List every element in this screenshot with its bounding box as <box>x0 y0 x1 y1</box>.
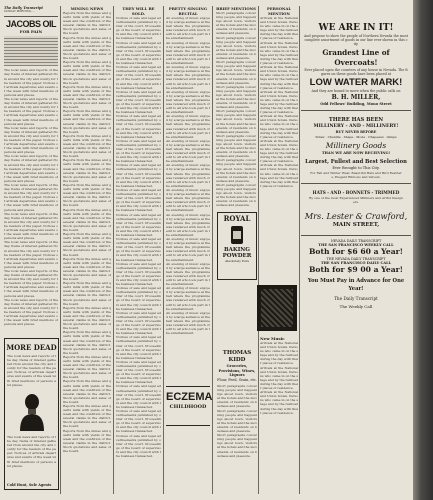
col6-text: Arrivals at the National and Union hotels. Persons who came in on the stage and by the railroad during the day with their places of residence. <box>260 16 298 41</box>
more-dead-heading: MORE DEAD <box>6 343 57 352</box>
col4-text: An evening of music enjoyed by a large audience at the hall where the programme was rendered with much credit to all who took part in the entertainment. <box>166 237 210 262</box>
col3-text: Notices of sale and legal advertisements published by order of the court. Proceedings of the board of supervisors and the city council with the business transacted. <box>116 65 161 90</box>
column-3-heading: THEY WILL BE SOLD. <box>122 6 155 16</box>
royal-mid: BAKING <box>224 247 250 253</box>
col6-text: Arrivals at the National and Union hotels. Persons who came in on the stage and by the railroad during the day with their places of residence. <box>260 365 298 391</box>
largest-selection: Largest, Fullest and Best Selection <box>305 159 407 166</box>
overcoat-text: Ever placed upon the counters of any house in Nevada. The figures on these goods have been placed at <box>304 68 408 77</box>
column-5-heading: BRIEF MENTIONS <box>216 6 256 11</box>
portrait-illustration <box>17 391 47 431</box>
there-has-been: THERE HAS BEEN <box>328 116 384 123</box>
baking-powder-can-icon <box>229 224 245 246</box>
royal-note: Absolutely Pure <box>224 259 250 263</box>
col3-text: Notices of sale and legal advertisements published by order of the court. Proceedings of the board of supervisors and the city council with the business transacted. <box>116 40 161 66</box>
col6-text: Arrivals at the National and Union hotels. Persons who came in on the stage and by the railroad during the day with their places of residence. <box>260 114 298 139</box>
kidd-line: Flour, Feed, Grain, etc. <box>217 377 257 382</box>
col3-text: Notices of sale and legal advertisements published by order of the court. Proceedings of the board of supervisors and the city council with the business transacted. <box>116 409 161 434</box>
thomas-kidd-advert <box>217 350 257 458</box>
column-rule <box>60 6 61 494</box>
col2-text: Reports from the mines and quartz mills with yields of the week and the condition of the several claims in the district. Stock quotations and sales of the board. <box>63 256 111 282</box>
royal-bottom: POWDER <box>222 253 252 259</box>
col3-text: Notices of sale and legal advertisements published by order of the court. Proceedings of the board of supervisors and the city council with the business transacted. <box>116 212 161 237</box>
advert-footer: Cold Hunt, Sole Agents <box>7 482 52 487</box>
divider <box>301 110 411 111</box>
col2-text: Reports from the mines and quartz mills with yields of the week and the condition of the several claims in the district. Stock quotations and sales of the board. <box>63 158 111 183</box>
col6-text: Arrivals at the National and Union hotels. Persons who came in on the stage and by the railroad during the day with their places of residence. <box>260 138 298 164</box>
hats-text: By one of the most Experienced Milliners and Artful Designers. <box>309 196 403 205</box>
column-2-heading: MINING NEWS <box>70 6 104 11</box>
col5-text: Short paragraphs concerning people and happenings about town, visitors at the hotels and the movements of residents on business and pleasure. <box>217 433 258 458</box>
col6-text: Arrivals at the National and Union hotels. Persons who came in on the stage and by the railroad during the day with their places of residence. <box>260 65 298 90</box>
eczema-sub: CHILDHOOD <box>169 404 207 410</box>
col3-text: Notices of sale and legal advertisements published by order of the court. Proceedings of the board of supervisors and the city council with the business transacted. <box>116 89 161 115</box>
nevada-daily: NEVADA DAILY TRANSCRIPT <box>330 239 382 244</box>
col2-text: Reports from the mines and quartz mills with yields of the week and the condition of the several claims in the district. Stock quotations and sales of the board. <box>63 35 111 61</box>
col2-text: Reports from the mines and quartz mills with yields of the week and the condition of the several claims in the district. Stock quotations and sales of the board. <box>63 182 111 208</box>
sf-weekly: THE SAN FRANCISCO WEEKLY CALL <box>318 243 394 248</box>
col1-text: The local news and reports of the day. Items of interest gathered from around the city and county for the readers of the paper. Notices of arrivals departures and events of the week with brief mentions of persons and places. <box>4 154 58 183</box>
column-rule <box>212 6 213 494</box>
hats-bonnets-heading: HATS - AND - BONNETS - TRIMMED <box>312 190 400 196</box>
invite-text: And they are bound to move when the public calls on <box>311 89 401 94</box>
col1-text: The local news and reports of the day. Items of interest gathered from around the city and county for the readers of the paper. Notices of arrivals departures and events of the week with brief mentions of persons and places. <box>4 240 58 269</box>
more-dead-text: The local news and reports of the day. Items of interest gathered from around the city and county for the readers of the paper. Notices of arrivals departures and events of the week with brief mentions of persons and places. <box>7 435 56 468</box>
col6-text: Arrivals at the National and Union hotels. Persons who came in on the stage and by the railroad during the day with their places of residence. <box>260 40 298 66</box>
page-binding-edge <box>413 0 433 500</box>
now-receiving: THAN WE ARE NOW RECEIVING! <box>321 151 391 156</box>
millinery-heading: MILLINERY - AND - MILLINERY! <box>313 123 399 129</box>
ever-brought: Ever Brought to This City. <box>332 166 380 171</box>
col1-text: The local news and reports of the day. Items of interest gathered from around the city and county for the readers of the paper. Notices of arrivals departures and events of the week with brief mentions of persons and places. <box>4 268 58 298</box>
column-6-heading: PERSONAL MENTION <box>266 6 292 16</box>
miller-address: Odd Fellows' Building, Mono Street <box>320 101 392 106</box>
col5-text: Short paragraphs concerning people and happenings about town, visitors at the hotels and the movements of residents on business and pleasure. <box>216 60 256 85</box>
col2-text: Reports from the mines and quartz mills with yields of the week and the condition of the several claims in the district. Stock quotations and sales of the board. <box>63 232 111 257</box>
column-rule <box>299 6 300 494</box>
col5-text: Short paragraphs concerning people and happenings about town, visitors at the hotels and the movements of residents on business and pleasure. <box>217 384 258 409</box>
masthead-title: The Daily Transcript <box>4 6 43 10</box>
col2-text: Reports from the mines and quartz mills with yields of the week and the condition of the several claims in the district. Stock quotations and sales of the board. <box>63 281 111 306</box>
col5-text: Short paragraphs concerning people and happenings about town, visitors at the hotels and the movements of residents on business and pleasure. <box>216 109 256 134</box>
divider <box>301 235 411 236</box>
column-rule <box>258 6 259 494</box>
col5-text: Short paragraphs concerning people and happenings about town, visitors at the hotels and the movements of residents on business and pleasure. <box>216 133 256 159</box>
divider <box>4 16 58 17</box>
col1-text: The local news and reports of the day. Items of interest gathered from around the city and county for the readers of the paper. Notices of arrivals departures and events of the week with brief mentions of persons and places. <box>4 97 58 126</box>
jacobs-oil-sub: FOR PAIN <box>19 29 43 35</box>
nevada-weekly: THE NEVADA DAILY TRANSCRIPT <box>326 257 386 262</box>
eczema-title: ECZEMA <box>166 391 213 403</box>
col4-text: An evening of music enjoyed by a large audience at the hall where the programme was rendered with much credit to all who took part in the entertainment. <box>166 212 210 237</box>
col2-text: Reports from the mines and quartz mills with yields of the week and the condition of the several claims in the district. Stock quotations and sales of the board. <box>63 354 111 380</box>
col4-text: An evening of music enjoyed by a large audience at the hall where the programme was rendered with much credit to all who took part in the entertainment. <box>166 114 210 139</box>
column-7-adverts <box>301 6 411 494</box>
more-dead-text: The local news and reports of the day. Items of interest gathered from around the city and county for the readers of the paper. Notices of arrivals departures and events of the week with brief mentions of persons and places. <box>7 354 56 387</box>
daily-transcript-footer: The Daily Transcript <box>334 296 378 302</box>
col4-text: An evening of music enjoyed by a large audience at the hall where the programme was rendered with much credit to all who took part in the entertainment. <box>166 138 210 164</box>
millinery-goods: Millinery Goods <box>325 141 387 151</box>
col3-text: Notices of sale and legal advertisements published by order of the court. Proceedings of the board of supervisors and the city council with the business transacted. <box>116 237 161 262</box>
col6-text: Arrivals at the National and Union hotels. Persons who came in on the stage and by the railroad during the day with their places of residence. <box>260 163 298 188</box>
col2-text: Reports from the mines and quartz mills with yields of the week and the condition of the several claims in the district. Stock quotations and sales of the board. <box>63 330 111 355</box>
col2-text: Reports from the mines and quartz mills with yields of the week and the condition of the several claims in the district. Stock quotations and sales of the board. <box>63 305 111 331</box>
col5-text: Short paragraphs concerning people and happenings about town, visitors at the hotels and the movements of residents on business and pleasure. <box>216 84 256 110</box>
col2-text: Reports from the mines and quartz mills with yields of the week and the condition of the several claims in the district. Stock quotations and sales of the board. <box>63 60 111 85</box>
advert-illustration <box>4 36 58 66</box>
col4-text: An evening of music enjoyed by a large audience at the hall where the programme was rendered with much credit to all who took part in the entertainment. <box>166 261 210 287</box>
eczema-advert <box>166 386 213 426</box>
col3-text: Notices of sale and legal advertisements published by order of the court. Proceedings of the board of supervisors and the city council with the business transacted. <box>116 286 161 311</box>
royal-baking-powder-advert <box>217 212 257 280</box>
both-offer-1: Both for $6 60 a Year! <box>309 247 403 257</box>
col5-text: Short paragraphs concerning people and happenings about town, visitors at the hotels and the movements of residents on business and pleasure. <box>216 11 256 36</box>
col1-text: The local news and reports of the day. Items of interest gathered from around the city and county for the readers of the paper. Notices of arrivals departures and events of the week with brief mentions of persons and places. <box>4 297 58 327</box>
col1-text: The local news and reports of the day. Items of interest gathered from around the city and county for the readers of the paper. Notices of arrivals departures and events of the week with brief mentions of persons and places. <box>4 183 58 212</box>
col3-text: Notices of sale and legal advertisements published by order of the court. Proceedings of the board of supervisors and the city council with the business transacted. <box>116 261 161 287</box>
col4-text: An evening of music enjoyed by a large audience at the hall where the programme was rendered with much credit to all who took part in the entertainment. <box>166 163 210 188</box>
col3-text: Notices of sale and legal advertisements published by order of the court. Proceedings of the board of supervisors and the city council with the business transacted. <box>116 433 161 459</box>
col2-text: Reports from the mines and quartz mills with yields of the week and the condition of the several claims in the district. Stock quotations and sales of the board. <box>63 404 111 429</box>
col4-text: An evening of music enjoyed by a large audience at the hall where the programme was rendered with much credit to all who took part in the entertainment. <box>166 187 210 213</box>
more-dead-advert <box>4 338 59 490</box>
intro-text: And propose to show the people of Northern Nevada the most complete assortment of goods in our line ever shown in this city. <box>304 34 409 47</box>
col5-text: Short paragraphs concerning people and happenings about town, visitors at the hotels and the movements of residents on business and pleasure. <box>216 158 256 183</box>
col4-text: An evening of music enjoyed by a large audience at the hall where the programme was rendered with much credit to all who took part in the entertainment. <box>166 16 210 41</box>
col5-text: Short paragraphs concerning people and happenings about town, visitors at the hotels and the movements of residents on business and pleasure. <box>217 408 258 434</box>
col4-text: An evening of music enjoyed by a large audience at the hall where the programme was rendered with much credit to all who took part in the entertainment. <box>166 89 210 115</box>
column-4-heading: PRETTY SINGING RECITAL <box>168 6 208 16</box>
col5-text: Short paragraphs concerning people and happenings about town, visitors at the hotels and the movements of residents on business and pleasure. <box>216 182 256 208</box>
col6-text: Arrivals at the National and Union hotels. Persons who came in on the stage and by the railroad during the day with their places of residence. <box>260 390 298 415</box>
kidd-title: THOMAS KIDD <box>222 350 252 363</box>
masthead-date: SUNDAY MORNING, ... <box>4 10 36 14</box>
col2-text: Reports from the mines and quartz mills with yields of the week and the condition of the several claims in the district. Stock quotations and sales of the board. <box>63 84 111 110</box>
col2-text: Reports from the mines and quartz mills with yields of the week and the condition of the several claims in the district. Stock quotations and sales of the board. <box>63 428 111 454</box>
column-2 <box>63 6 111 494</box>
col1-text: The local news and reports of the day. Items of interest gathered from around the city and county for the readers of the paper. Notices of arrivals departures and events of the week with brief mentions of persons and places. <box>4 125 58 155</box>
col5-text: Short paragraphs concerning people and happenings about town, visitors at the hotels and the movements of residents on business and pleasure. <box>216 35 256 61</box>
col4-text: An evening of music enjoyed by a large audience at the hall where the programme was rendered with much credit to all who took part in the entertainment. <box>166 65 210 90</box>
col1-text: The local news and reports of the day. Items of interest gathered from around the city and county for the readers of the paper. Notices of arrivals departures and events of the week with brief mentions of persons and places. <box>4 68 58 97</box>
col3-text: Notices of sale and legal advertisements published by order of the court. Proceedings of the board of supervisors and the city council with the business transacted. <box>116 114 161 139</box>
col6-text: Arrivals at the National and Union hotels. Persons who came in on the stage and by the railroad during the day with their places of residence. <box>260 341 298 366</box>
col4-text: An evening of music enjoyed by a large audience at the hall where the programme was rendered with much credit to all who took part in the entertainment. <box>166 40 210 66</box>
col3-text: Notices of sale and legal advertisements published by order of the court. Proceedings of the board of supervisors and the city council with the business transacted. <box>116 187 161 213</box>
low-water-mark-heading: LOW WATER MARK! <box>309 77 403 89</box>
millinery-items: Straw · Chenille · Shape · Mode · Chapeaux · Gimps <box>315 134 397 139</box>
weekly-call-footer: The Weekly Call <box>339 304 373 310</box>
sf-daily: THE SAN FRANCISCO DAILY CALL <box>320 261 392 266</box>
col4-text: An evening of music enjoyed by a large audience at the hall where the programme was rendered with much credit to all who took part in the entertainment. <box>166 310 210 336</box>
col3-text: Notices of sale and legal advertisements published by order of the court. Proceedings of the board of supervisors and the city council with the business transacted. <box>116 335 161 360</box>
column-6 <box>260 6 298 494</box>
new-music-heading: New Music <box>260 336 285 341</box>
must-pay-notice: You Must Pay in Advance for One Year! <box>307 278 405 293</box>
col3-text: Notices of sale and legal advertisements published by order of the court. Proceedings of the board of supervisors and the city council with the business transacted. <box>116 359 161 385</box>
col2-text: Reports from the mines and quartz mills with yields of the week and the condition of the several claims in the district. Stock quotations and sales of the board. <box>63 379 111 404</box>
both-offer-2: Both for $9 00 a Year! <box>309 265 403 275</box>
divider <box>301 183 411 184</box>
miller-name: B. H. MILLER, <box>331 93 381 101</box>
column-3 <box>116 6 161 494</box>
new-music-notice <box>260 336 298 415</box>
col2-text: Reports from the mines and quartz mills with yields of the week and the condition of the several claims in the district. Stock quotations and sales of the board. <box>63 109 111 134</box>
kidd-sub: Groceries, Provisions, Wines, Liquors <box>218 364 256 377</box>
column-rule <box>163 6 164 494</box>
main-street: MAIN STREET, <box>332 222 380 229</box>
col3-text: Notices of sale and legal advertisements published by order of the court. Proceedings of the board of supervisors and the city council with the business transacted. <box>116 163 161 188</box>
col2-text: Reports from the mines and quartz mills with yields of the week and the condition of the several claims in the district. Stock quotations and sales of the board. <box>63 133 111 159</box>
col3-text: Notices of sale and legal advertisements published by order of the court. Proceedings of the board of supervisors and the city council with the business transacted. <box>116 138 161 164</box>
grandest-line-heading: Grandest Line of Overcoats! <box>322 48 390 68</box>
we-are-in-it-headline: WE ARE IN IT! <box>318 23 394 33</box>
column-rule <box>113 6 114 494</box>
col2-text: Reports from the mines and quartz mills with yields of the week and the condition of the several claims in the district. Stock quotations and sales of the board. <box>63 207 111 232</box>
lester-crawford: Mrs. Lester & Crawford, <box>304 211 408 222</box>
royal-title: ROYAL <box>223 214 251 223</box>
jacobs-oil-headline: JACOBS OIL <box>5 19 56 30</box>
col4-text: An evening of music enjoyed by a large audience at the hall where the programme was rendered with much credit to all who took part in the entertainment. <box>166 286 210 311</box>
col2-text: Reports from the mines and quartz mills with yields of the week and the condition of the several claims in the district. Stock quotations and sales of the board. <box>63 11 111 36</box>
col3-text: Notices of sale and legal advertisements published by order of the court. Proceedings of the board of supervisors and the city council with the business transacted. <box>116 310 161 336</box>
col6-text: Arrivals at the National and Union hotels. Persons who came in on the stage and by the railroad during the day with their places of residence. <box>260 89 298 115</box>
col3-text: Notices of sale and legal advertisements published by order of the court. Proceedings of the board of supervisors and the city council with the business transacted. <box>116 16 161 41</box>
col1-text: The local news and reports of the day. Items of interest gathered from around the city and county for the readers of the paper. Notices of arrivals departures and events of the week with brief mentions of persons and places. <box>4 211 58 241</box>
but-never-before: BUT NEVER BEFORE <box>335 129 377 134</box>
col3-text: Notices of sale and legal advertisements published by order of the court. Proceedings of the board of supervisors and the city council with the business transacted. <box>116 384 161 409</box>
fall-winter-text: For Fall and Winter Wear, Beautiful Hats and Bird Feathers, Elegant Ribbons and Velvets. <box>310 171 402 180</box>
